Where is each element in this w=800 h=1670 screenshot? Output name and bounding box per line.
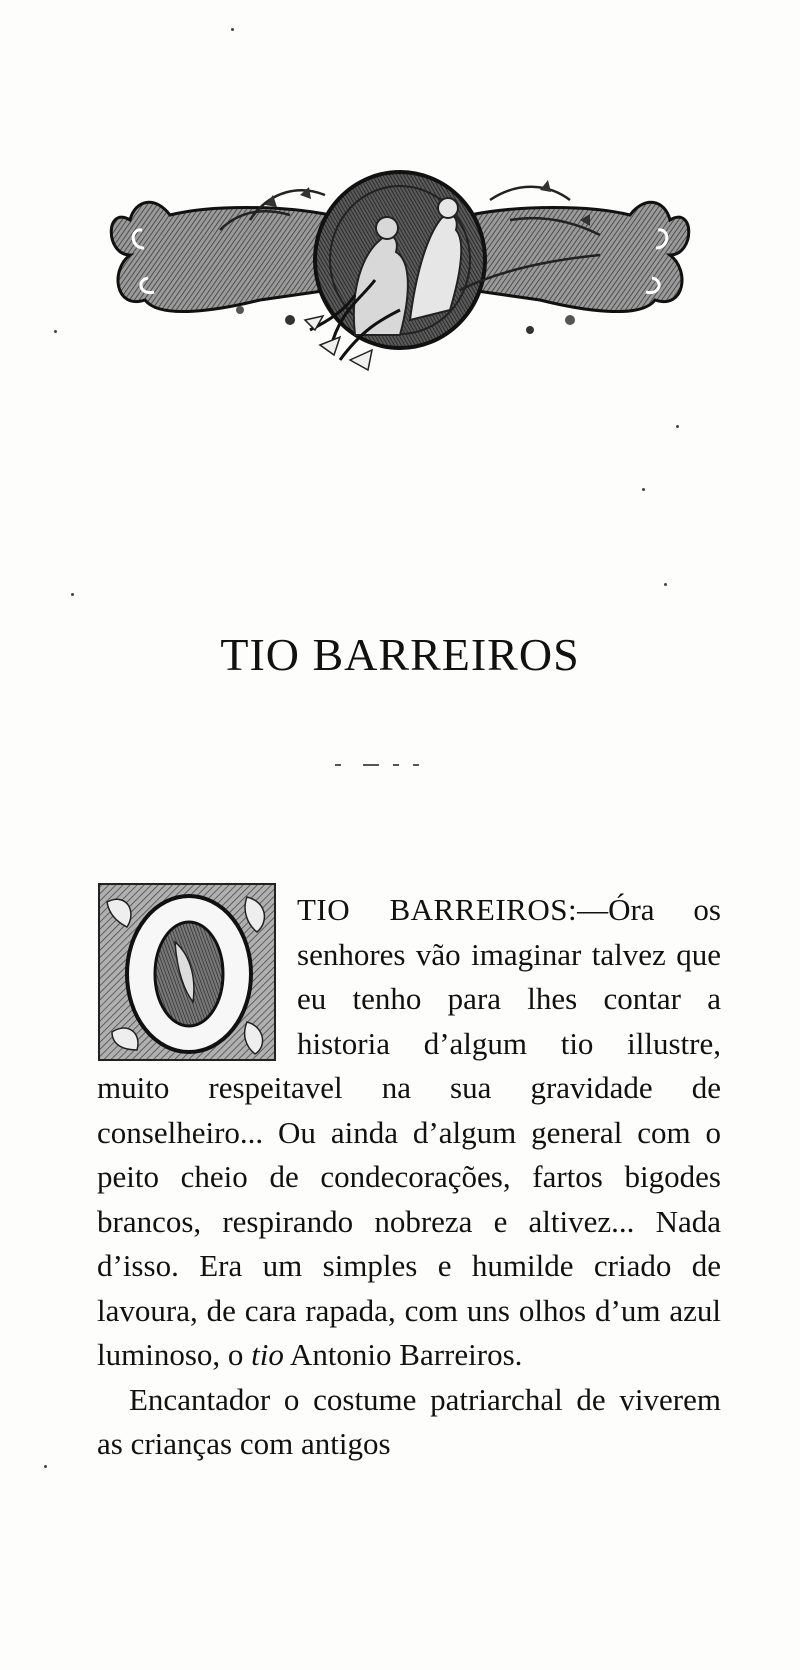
print-speck — [44, 1465, 47, 1468]
print-speck — [231, 28, 234, 31]
chapter-body — [97, 888, 721, 1467]
paragraph-2: Encantador o costume patriarchal de viverem as crianças com antigos — [97, 1381, 721, 1461]
floral-cartouche-headpiece-icon — [100, 160, 700, 375]
paragraph-1-text-b: Antonio Barreiros. — [283, 1337, 523, 1372]
print-speck — [71, 593, 74, 596]
ornamental-initial-o-icon — [97, 882, 277, 1062]
chapter-title: TIO BARREIROS — [220, 629, 580, 680]
title-dash-rule — [335, 763, 445, 767]
print-speck — [54, 330, 57, 333]
ornamental-initial — [97, 882, 285, 1064]
print-speck — [664, 583, 667, 586]
print-speck — [642, 488, 645, 491]
paragraph-1-text-a: —Óra os senhores vão imaginar talvez que eu tenho para lhes contar a historia d’algum tio illustre, muito respeitavel na sua gravidade de conselheiro... Ou ainda d’algum general com o peito cheio de condecorações, fartos bigodes brancos, respirando nobreza e altivez... Nada d’isso. Era um simples e humilde criado de lavoura, de cara rapada, com uns olhos d’um azul luminoso, o — [97, 892, 721, 1372]
paragraph-1 — [97, 888, 721, 1378]
print-speck — [676, 425, 679, 428]
paragraph-1-lead: TIO BARREIROS: — [297, 892, 578, 927]
headpiece-ornament — [100, 160, 700, 375]
paragraph-1-italic: tio — [251, 1337, 284, 1372]
